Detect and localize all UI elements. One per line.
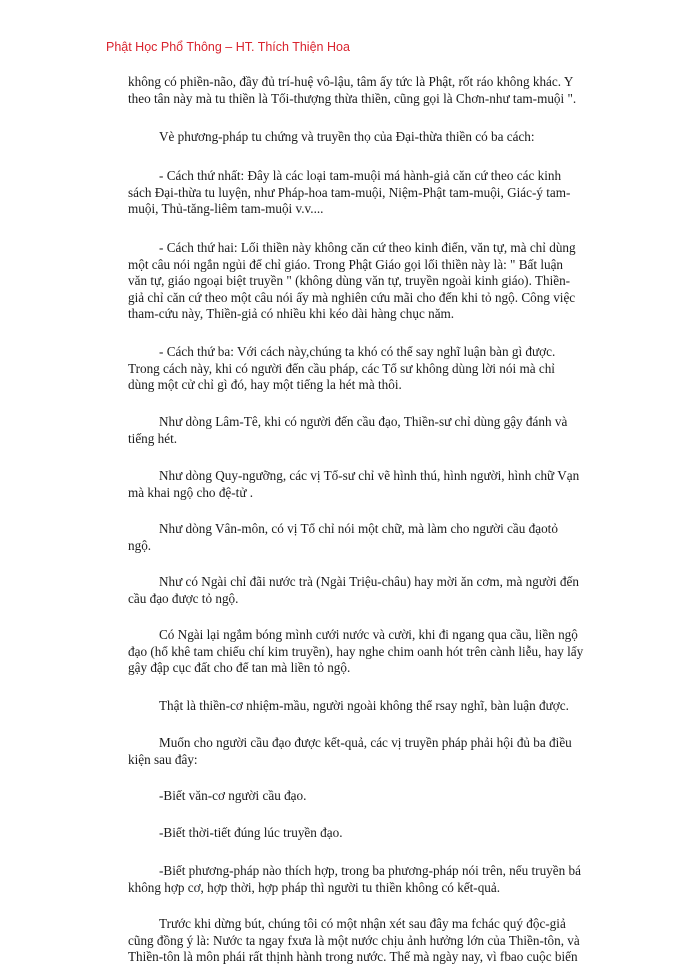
text-line: đạo (hổ khê tam chiếu chí kim truyền), hay nghe chim oanh hót trên cành liễu, hay lấy [128, 643, 584, 659]
text-line: cầu đạo được tỏ ngộ. [128, 590, 239, 606]
text-line: kiện sau đây: [128, 751, 198, 767]
text-line: Thật là thiền-cơ nhiệm-mầu, người ngoài không thể rsay nghĩ, bàn luận được. [159, 698, 569, 713]
text-line: không hợp cơ, hợp thời, hợp pháp thì người tu thiền không có kết-quả. [128, 879, 501, 895]
text-line: - Cách thứ hai: Lối thiền này không căn cứ theo kinh điển, văn tự, mà chỉ dùng [159, 240, 576, 255]
text-line: Có Ngài lại ngắm bóng mình cưới nước và cười, khi đi ngang qua cầu, liền ngộ [159, 627, 578, 642]
paragraph [128, 916, 580, 966]
text-line: Như dòng Lâm-Tê, khi có người đến cầu đạo, Thiền-sư chỉ dùng gậy đánh và [159, 414, 568, 429]
paragraph [128, 521, 558, 554]
paragraph [128, 788, 306, 805]
paragraph [128, 240, 576, 323]
paragraph [128, 574, 579, 607]
text-line: Thiền-tôn là môn phái rất thịnh hành trong nước. Thế mà ngày nay, vì fbao cuộc biến [128, 949, 578, 964]
text-line: gậy đập cục đất cho để tan mà liền tỏ ngộ. [128, 660, 351, 675]
text-line: -Biết phương-pháp nào thích hợp, trong ba phương-pháp nói trên, nếu truyền bá [159, 863, 581, 878]
text-line: theo tân này mà tu thiền là Tối-thượng thừa thiền, cũng gọi là Chơn-như tam-muội ". [128, 90, 577, 106]
text-line: giả chỉ căn cứ theo một câu nói ấy mà nghiên cứu mãi cho đến khi tỏ ngộ. Công việc [128, 289, 576, 305]
text-line: - Cách thứ nhất: Đây là các loại tam-muội má hành-giả căn cứ theo các kinh [159, 168, 562, 183]
paragraph [128, 168, 570, 218]
text-line: Vè phương-pháp tu chứng và truyền thọ của Đại-thừa thiền có ba cách: [159, 129, 535, 144]
text-line: văn tự, giáo ngoại biệt truyền " (không dùng văn tự, truyền ngoài kinh giáo). Thiền- [128, 273, 571, 288]
paragraph [128, 129, 535, 146]
text-line: Như dòng Quy-ngưỡng, các vị Tổ-sư chỉ vẽ hình thú, hình người, hình chữ Vạn [159, 468, 580, 483]
text-line: một câu nói ngắn ngủi để chỉ giáo. Trong Phật Giáo gọi lối thiền này là: " Bất luận [128, 256, 564, 272]
text-line: mà khai ngộ cho đệ-tử . [128, 484, 254, 500]
paragraph [128, 627, 583, 677]
text-line: muội, Thủ-tăng-liêm tam-muội v.v.... [128, 201, 324, 216]
text-line: không có phiền-não, đầy đủ trí-huệ vô-lậu, tâm ấy tức là Phật, rốt ráo không khác. Y [128, 74, 574, 89]
text-line: -Biết văn-cơ người cầu đạo. [159, 788, 307, 803]
text-line: Trong cách này, khi có người đến cầu pháp, các Tổ sư không dùng lời nói mà chỉ [128, 360, 555, 376]
text-line: sách Đại-thừa tu luyện, như Pháp-hoa tam-muội, Niệm-Phật tam-muội, Giác-ý tam- [128, 184, 571, 200]
paragraph [128, 74, 576, 107]
paragraph [128, 735, 572, 768]
text-line: cũng đồng ý là: Nước ta ngay fxưa là một nước chịu ảnh hưởng lớn của Thiền-tôn, và [128, 932, 580, 948]
paragraph [128, 344, 555, 394]
paragraph [128, 468, 579, 501]
text-line: Như có Ngài chỉ đãi nước trà (Ngài Triệu-châu) hay mời ăn cơm, mà người đến [159, 574, 579, 589]
paragraph [128, 863, 581, 896]
paragraph [128, 825, 343, 842]
paragraph [128, 414, 567, 447]
page-header: Phật Học Phổ Thông – HT. Thích Thiện Hoa [106, 40, 350, 54]
text-line: Như dòng Vân-môn, có vị Tổ chỉ nói một chữ, mà làm cho người cầu đạotỏ [159, 521, 558, 536]
paragraph [128, 698, 569, 715]
text-line: ngộ. [128, 537, 152, 553]
text-line: Trước khi dừng bút, chúng tôi có một nhận xét sau đây ma fchác quý độc-giả [159, 916, 566, 931]
text-line: tiếng hét. [128, 430, 178, 446]
text-line: Muốn cho người cầu đạo được kết-quả, các vị truyền pháp phải hội đủ ba điều [159, 735, 572, 750]
text-line: - Cách thứ ba: Với cách này,chúng ta khó có thể say nghĩ luận bàn gì được. [159, 344, 556, 359]
text-line: -Biết thời-tiết đúng lúc truyền đạo. [159, 825, 343, 840]
text-line: dùng một cử chỉ gì đó, hay một tiếng la hét mà thôi. [128, 377, 402, 392]
text-line: tham-cứu này, Thiền-giả có nhiều khi kéo dài hàng chục năm. [128, 306, 455, 321]
